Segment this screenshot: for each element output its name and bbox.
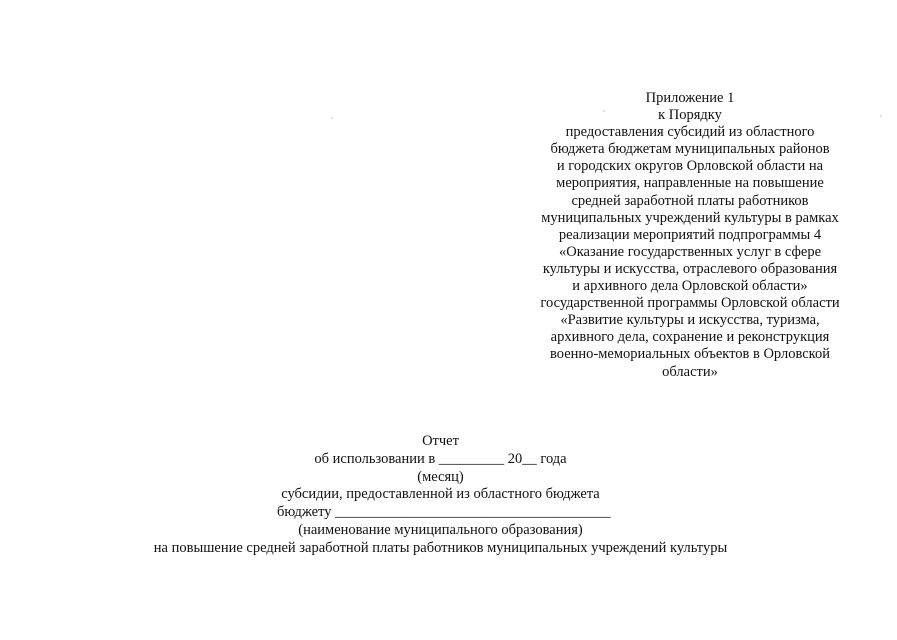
report-heading — [0, 433, 897, 558]
appendix-line: мероприятия, направленные на повышение — [556, 175, 824, 192]
appendix-line: «Оказание государственных услуг в сфере — [558, 243, 822, 260]
appendix-header — [520, 90, 860, 381]
appendix-line: «Развитие культуры и искусства, туризма, — [560, 312, 820, 329]
report-usage-line: об использовании в _________ 20__ года — [314, 450, 567, 467]
scan-speck — [880, 115, 882, 117]
month-caption: (месяц) — [417, 468, 464, 485]
appendix-line: реализации мероприятий подпрограммы 4 — [558, 226, 822, 243]
appendix-line: культуры и искусства, отраслевого образования — [542, 260, 838, 277]
appendix-line: и городских округов Орловской области на — [556, 158, 824, 175]
appendix-line: средней заработной платы работников — [571, 192, 809, 209]
scan-speck — [603, 110, 605, 112]
appendix-line: Приложение 1 — [645, 90, 735, 106]
budget-line: бюджету ______________________________________ — [277, 504, 611, 521]
subsidy-line: субсидии, предоставленной из областного бюджета — [281, 486, 600, 503]
scan-speck — [331, 117, 333, 119]
report-title: Отчет — [422, 433, 459, 449]
municipality-caption: (наименование муниципального образования) — [298, 521, 583, 538]
appendix-line: военно-мемориальных объектов в Орловской — [550, 346, 830, 363]
appendix-line: к Порядку — [658, 107, 722, 124]
appendix-line: бюджета бюджетам муниципальных районов — [550, 141, 830, 158]
appendix-line: муниципальных учреждений культуры в рамках — [541, 209, 839, 226]
appendix-line: архивного дела, сохранение и реконструкция — [550, 329, 830, 346]
appendix-line: предоставления субсидий из областного — [565, 124, 815, 141]
purpose-line: на повышение средней заработной платы работников муниципальных учреждений культуры — [153, 539, 728, 556]
appendix-line: и архивного дела Орловской области» — [572, 278, 808, 295]
appendix-line: области» — [662, 363, 718, 380]
appendix-line: государственной программы Орловской области — [540, 295, 840, 312]
